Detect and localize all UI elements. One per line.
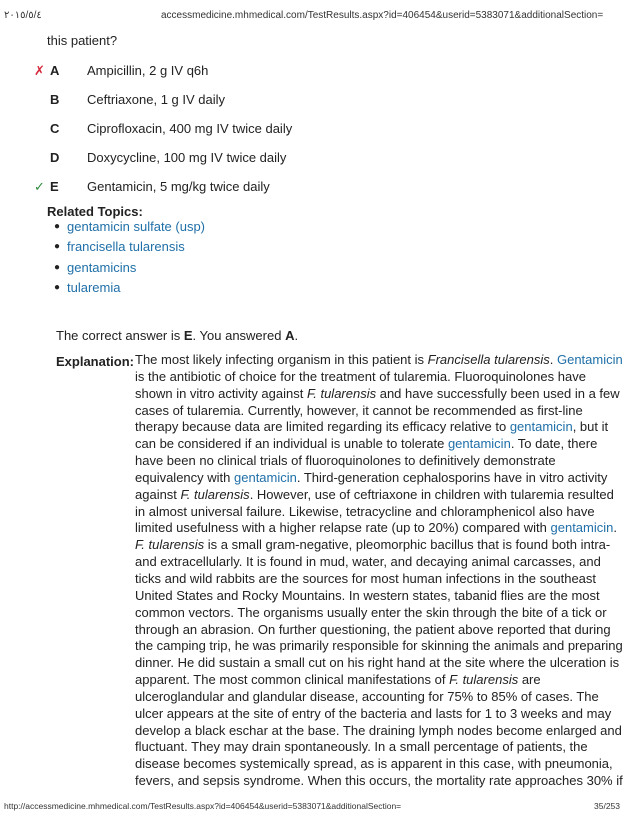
drug-link[interactable]: gentamicin <box>447 436 511 452</box>
related-topics-heading: Related Topics: <box>47 204 143 219</box>
explanation-line <box>135 436 598 453</box>
text-segment: fevers, and sepsis syndrome. When this occurs, the mortality rate approaches 30% if <box>135 773 623 789</box>
drug-link[interactable]: gentamicin <box>509 419 573 435</box>
explanation-line <box>135 453 595 470</box>
text-segment: limited usefulness with a higher relapse rate (up to 20%) compared with <box>135 520 551 536</box>
answer-text: Gentamicin, 5 mg/kg twice daily <box>87 179 270 194</box>
explanation-line <box>135 369 595 386</box>
related-topic-link[interactable]: gentamicin sulfate (usp) <box>67 218 206 234</box>
related-topics-list <box>54 216 205 298</box>
text-segment: and have successfully been used in a few <box>376 385 620 401</box>
answer-text: Ampicillin, 2 g IV q6h <box>87 63 209 78</box>
italic-term: Francisella tularensis <box>427 352 550 367</box>
explanation-line <box>135 621 611 639</box>
explanation-line <box>135 571 595 588</box>
bullet-icon: ● <box>54 241 61 253</box>
bullet-icon: ● <box>54 261 61 273</box>
page-number: 35/253 <box>594 801 620 811</box>
explanation-line <box>135 537 611 554</box>
answer-option-d[interactable] <box>34 143 292 172</box>
explanation-line <box>135 486 614 504</box>
text-segment: therapy because data are limited regarding its efficacy relative to <box>135 419 510 435</box>
check-mark-icon: ✓ <box>34 178 45 194</box>
explanation-text <box>135 352 623 790</box>
explanation-line <box>135 756 613 773</box>
explanation-line <box>135 520 617 537</box>
answer-letter: D <box>50 150 60 165</box>
italic-term: F. tularensis <box>449 672 519 688</box>
text-segment: apparent. The most common clinical manifestations of <box>135 672 450 688</box>
text-segment: ulcer appears at the site of entry of the bacteria and lasts for 1 to 3 weeks and may <box>135 705 612 721</box>
drug-link[interactable]: gentamicin <box>550 520 614 536</box>
text-segment: . To date, there <box>510 436 598 452</box>
text-segment: . <box>613 520 617 536</box>
related-topic-link[interactable]: tularemia <box>67 280 121 296</box>
text-segment: cases of tularemia. Currently, however, it cannot be recommended as first-line <box>135 402 583 418</box>
answer-option-a[interactable] <box>34 56 292 85</box>
text-segment: have been no clinical trials of fluoroquinolones to definitively demonstrate <box>135 453 556 469</box>
drug-link[interactable]: gentamicin <box>234 469 297 485</box>
text-segment: , but it <box>572 419 609 435</box>
answer-text: Ceftriaxone, 1 g IV daily <box>87 92 226 107</box>
text-segment: United States and Rocky Mountains. In western states, tabanid flies are the most <box>135 587 600 603</box>
text-segment: through an abrasion. On further questioning, the patient above reported that during <box>135 621 611 637</box>
bullet-icon: ● <box>54 282 61 294</box>
result-prefix: The correct answer is <box>56 328 184 343</box>
text-segment: . <box>549 352 557 367</box>
wrong-mark-icon: ✗ <box>34 62 45 78</box>
answer-letter: E <box>50 179 59 194</box>
user-answer-letter: A <box>285 328 295 343</box>
list-item <box>54 216 205 237</box>
related-topic-link[interactable]: francisella tularensis <box>67 239 185 255</box>
answer-option-e[interactable] <box>34 172 292 201</box>
text-segment: common vectors. The organisms usually enter the skin through the bite of a tick or <box>135 604 607 620</box>
answer-options <box>34 56 292 201</box>
print-footer-url: http://accessmedicine.mhmedical.com/TestResults.aspx?id=406454&userid=5383071&additionalSection= <box>4 801 402 811</box>
text-segment: in almost universal failure. Likewise, tetracycline and chloramphenicol also have <box>135 503 595 519</box>
text-segment: are <box>518 672 541 688</box>
answer-option-c[interactable] <box>34 114 292 143</box>
explanation-line <box>135 504 595 521</box>
text-segment: fluctuant. They may drain spontaneously. In a small percentage of patients, the <box>135 739 588 755</box>
related-topic-link[interactable]: gentamicins <box>67 259 137 275</box>
list-item <box>54 278 205 299</box>
text-segment: dinner. He did sustain a small cut on his right hand at the site where the ulceration is <box>135 655 620 671</box>
text-segment: develop a black eschar at the base. The draining lymph nodes become enlarged and <box>135 722 622 738</box>
correct-answer-letter: E <box>183 328 193 343</box>
result-suffix: . <box>294 328 299 343</box>
list-item <box>54 237 205 258</box>
italic-term: F. tularensis <box>135 537 205 553</box>
italic-term: F. tularensis <box>180 486 250 502</box>
answer-text: Ciprofloxacin, 400 mg IV twice daily <box>87 121 293 136</box>
text-segment: ulceroglandular and glandular disease, accounting for 75% to 85% of cases. The <box>135 688 599 704</box>
explanation-line <box>135 722 622 740</box>
explanation-line <box>135 773 623 790</box>
answer-option-b[interactable] <box>34 85 292 114</box>
explanation-line <box>135 638 623 655</box>
text-segment: and extracellularly. It is found in mud, water, and decaying animal carcasses, and <box>135 554 601 570</box>
explanation-line <box>135 688 599 706</box>
italic-term: F. tularensis <box>306 385 377 401</box>
bullet-icon: ● <box>54 220 61 232</box>
explanation-line <box>135 419 609 436</box>
explanation-line <box>135 739 595 756</box>
explanation-line <box>135 469 608 487</box>
explanation-line <box>135 655 620 672</box>
answer-letter: B <box>50 92 60 107</box>
text-segment: . Third-generation cephalosporins have in vitro activity <box>296 469 608 485</box>
result-middle: . You answered <box>192 328 286 343</box>
explanation-line <box>135 554 601 571</box>
text-segment: against <box>135 486 181 502</box>
text-segment: . However, use of ceftriaxone in children with tularemia resulted <box>249 486 614 502</box>
question-text: this patient? <box>47 33 118 48</box>
text-segment: disease becomes systemically spread, as is apparent in this case, with pneumonia, <box>135 756 613 772</box>
answer-letter: C <box>50 121 60 136</box>
explanation-label: Explanation: <box>56 354 135 369</box>
explanation-line <box>135 385 620 403</box>
explanation-line <box>135 672 595 689</box>
explanation-line <box>135 352 623 369</box>
answer-letter: A <box>50 63 60 78</box>
drug-link[interactable]: Gentamicin <box>556 352 623 367</box>
print-date: ٢٠١٥/٥/٤ <box>4 10 42 21</box>
answer-result <box>56 328 298 343</box>
explanation-line <box>135 587 600 605</box>
explanation-line <box>135 604 607 622</box>
text-segment: ticks and wild rabbits are the sources for most human infections in the southeast <box>135 570 597 586</box>
text-segment: is a small gram-negative, pleomorphic bacillus that is found both intra- <box>204 537 611 553</box>
text-segment: is the antibiotic of choice for the treatment of tularemia. Fluoroquinolones have <box>135 368 586 384</box>
text-segment: shown in vitro activity against <box>135 385 307 401</box>
list-item <box>54 257 205 278</box>
answer-text: Doxycycline, 100 mg IV twice daily <box>87 150 287 165</box>
text-segment: The most likely infecting organism in this patient is <box>135 352 428 367</box>
text-segment: the camping trip, he was primarily responsible for skinning the animals and preparing <box>135 638 623 654</box>
text-segment: can be considered if an individual is unable to tolerate <box>135 436 448 452</box>
explanation-line <box>135 403 595 420</box>
explanation-line <box>135 705 612 723</box>
print-header-url: accessmedicine.mhmedical.com/TestResults.aspx?id=406454&userid=5383071&additionalSection= <box>161 10 604 21</box>
text-segment: equivalency with <box>135 469 234 485</box>
